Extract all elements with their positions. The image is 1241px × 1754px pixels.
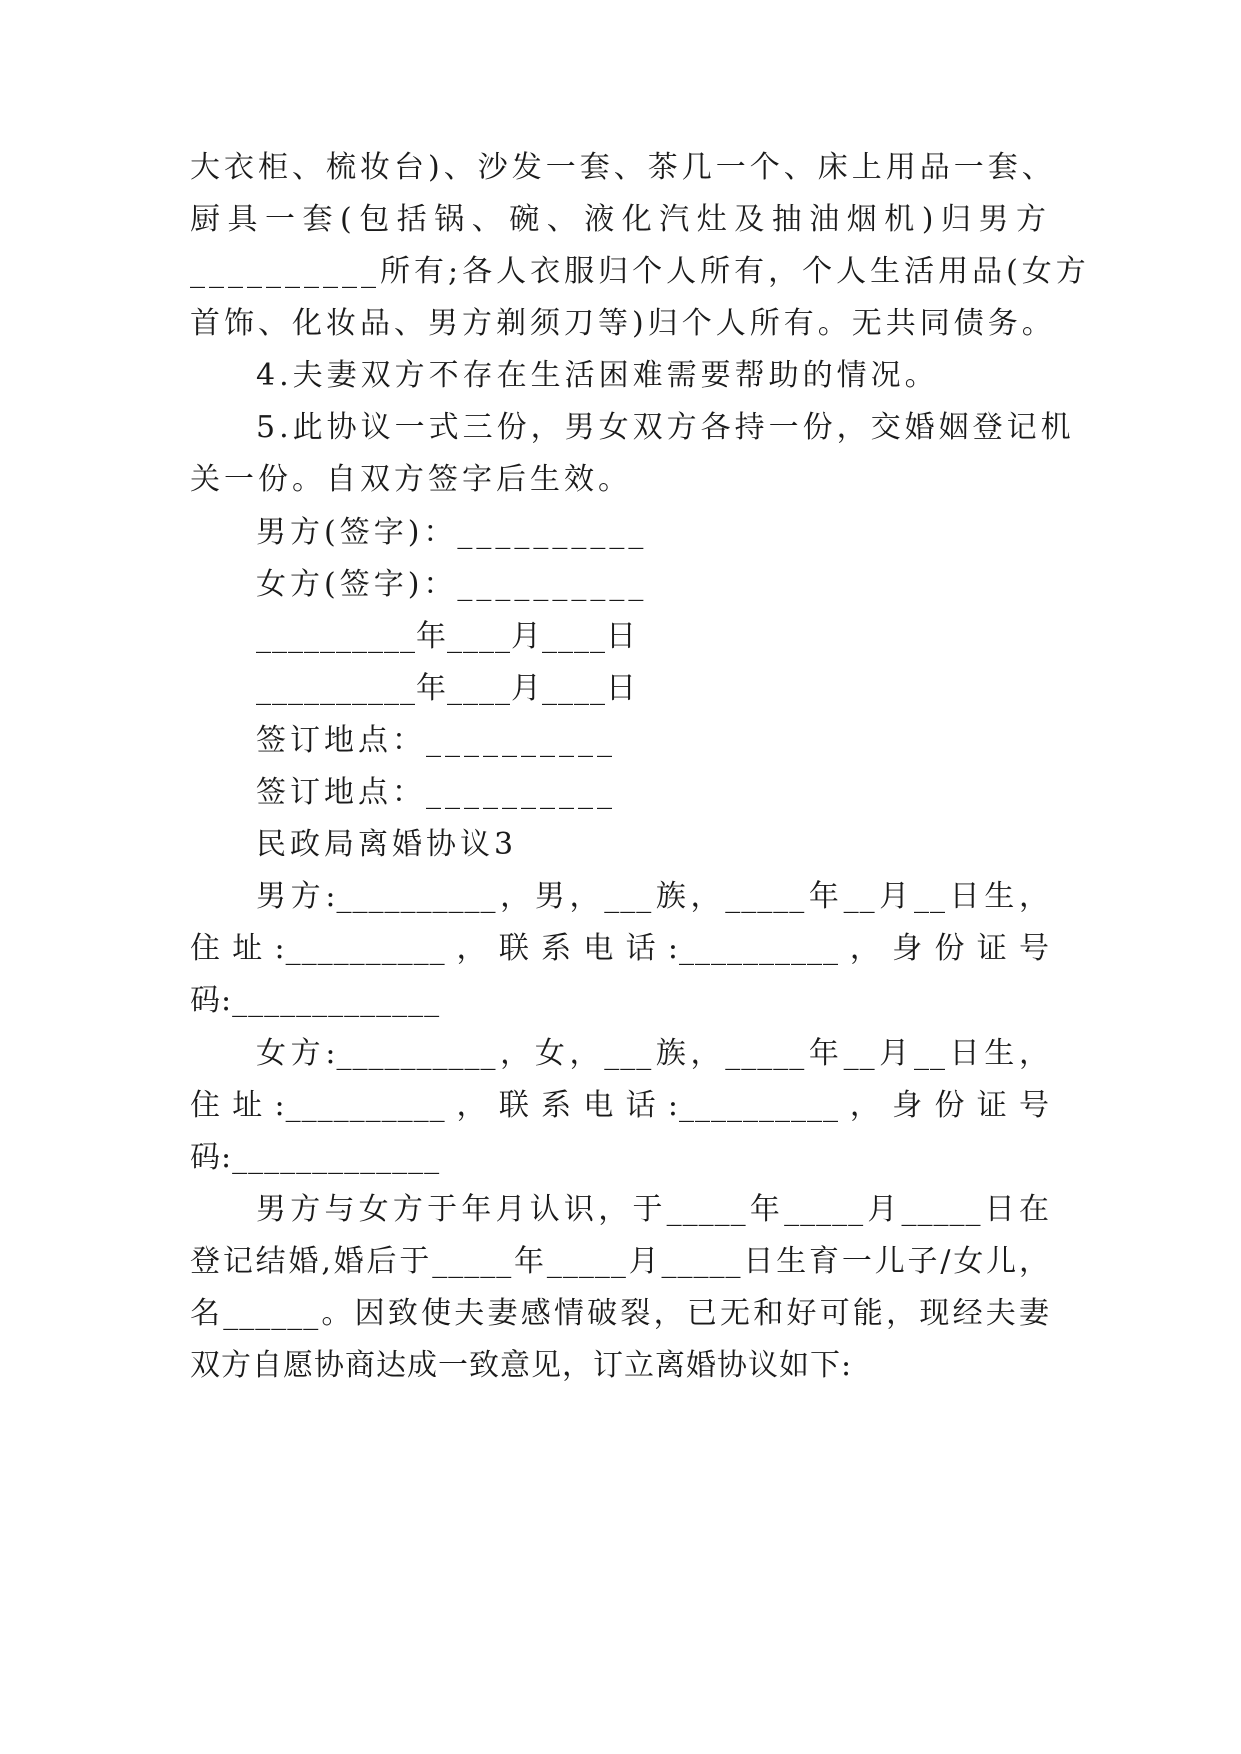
section-title: 民政局离婚协议3 [256, 827, 518, 862]
paragraph-line: 大衣柜、梳妆台)、沙发一套、茶几一个、床上用品一套、 [190, 150, 1056, 185]
signing-place-line: 签订地点：__________ [256, 723, 616, 758]
paragraph-line: 厨具一套(包括锅、碗、液化汽灶及抽油烟机)归男方 [190, 202, 1050, 237]
clause-5: 5.此协议一式三份，男女双方各持一份，交婚姻登记机 [256, 410, 1075, 445]
paragraph-line: 首饰、化妆品、男方剃须刀等)归个人所有。无共同债务。 [190, 306, 1056, 341]
male-info-line: 男方:__________，男，___族，_____年__月__日生， [256, 879, 1050, 914]
paragraph-line: __________所有;各人衣服归个人所有，个人生活用品(女方 [190, 254, 1090, 289]
date-line: __________年____月____日 [256, 619, 637, 654]
clause-4: 4.夫妻双方不存在生活困难需要帮助的情况。 [256, 358, 939, 393]
paragraph-line: 登记结婚,婚后于_____年_____月_____日生育一儿子/女儿， [190, 1244, 1050, 1279]
female-info-line: 码:_____________ [190, 1140, 441, 1175]
female-info-line: 住 址 :__________ ， 联 系 电 话 :__________ ， 身 份 证 号 [190, 1088, 1050, 1123]
paragraph-line: 双方自愿协商达成一致意见，订立离婚协议如下: [190, 1348, 853, 1383]
male-signature-line: 男方(签字)：__________ [256, 515, 648, 550]
paragraph-line: 男方与女方于年月认识，于_____年_____月_____日在 [256, 1192, 1050, 1227]
signing-place-line: 签订地点：__________ [256, 775, 616, 810]
male-info-line: 码:_____________ [190, 983, 441, 1018]
male-info-line: 住 址 :__________ ， 联 系 电 话 :__________ ， 身 份 证 号 [190, 931, 1050, 966]
paragraph-line: 名______。因致使夫妻感情破裂，已无和好可能，现经夫妻 [190, 1296, 1050, 1331]
paragraph-line: 关一份。自双方签字后生效。 [190, 462, 632, 497]
female-info-line: 女方:__________，女，___族，_____年__月__日生， [256, 1036, 1050, 1071]
date-line: __________年____月____日 [256, 671, 637, 706]
female-signature-line: 女方(签字)：__________ [256, 567, 648, 602]
